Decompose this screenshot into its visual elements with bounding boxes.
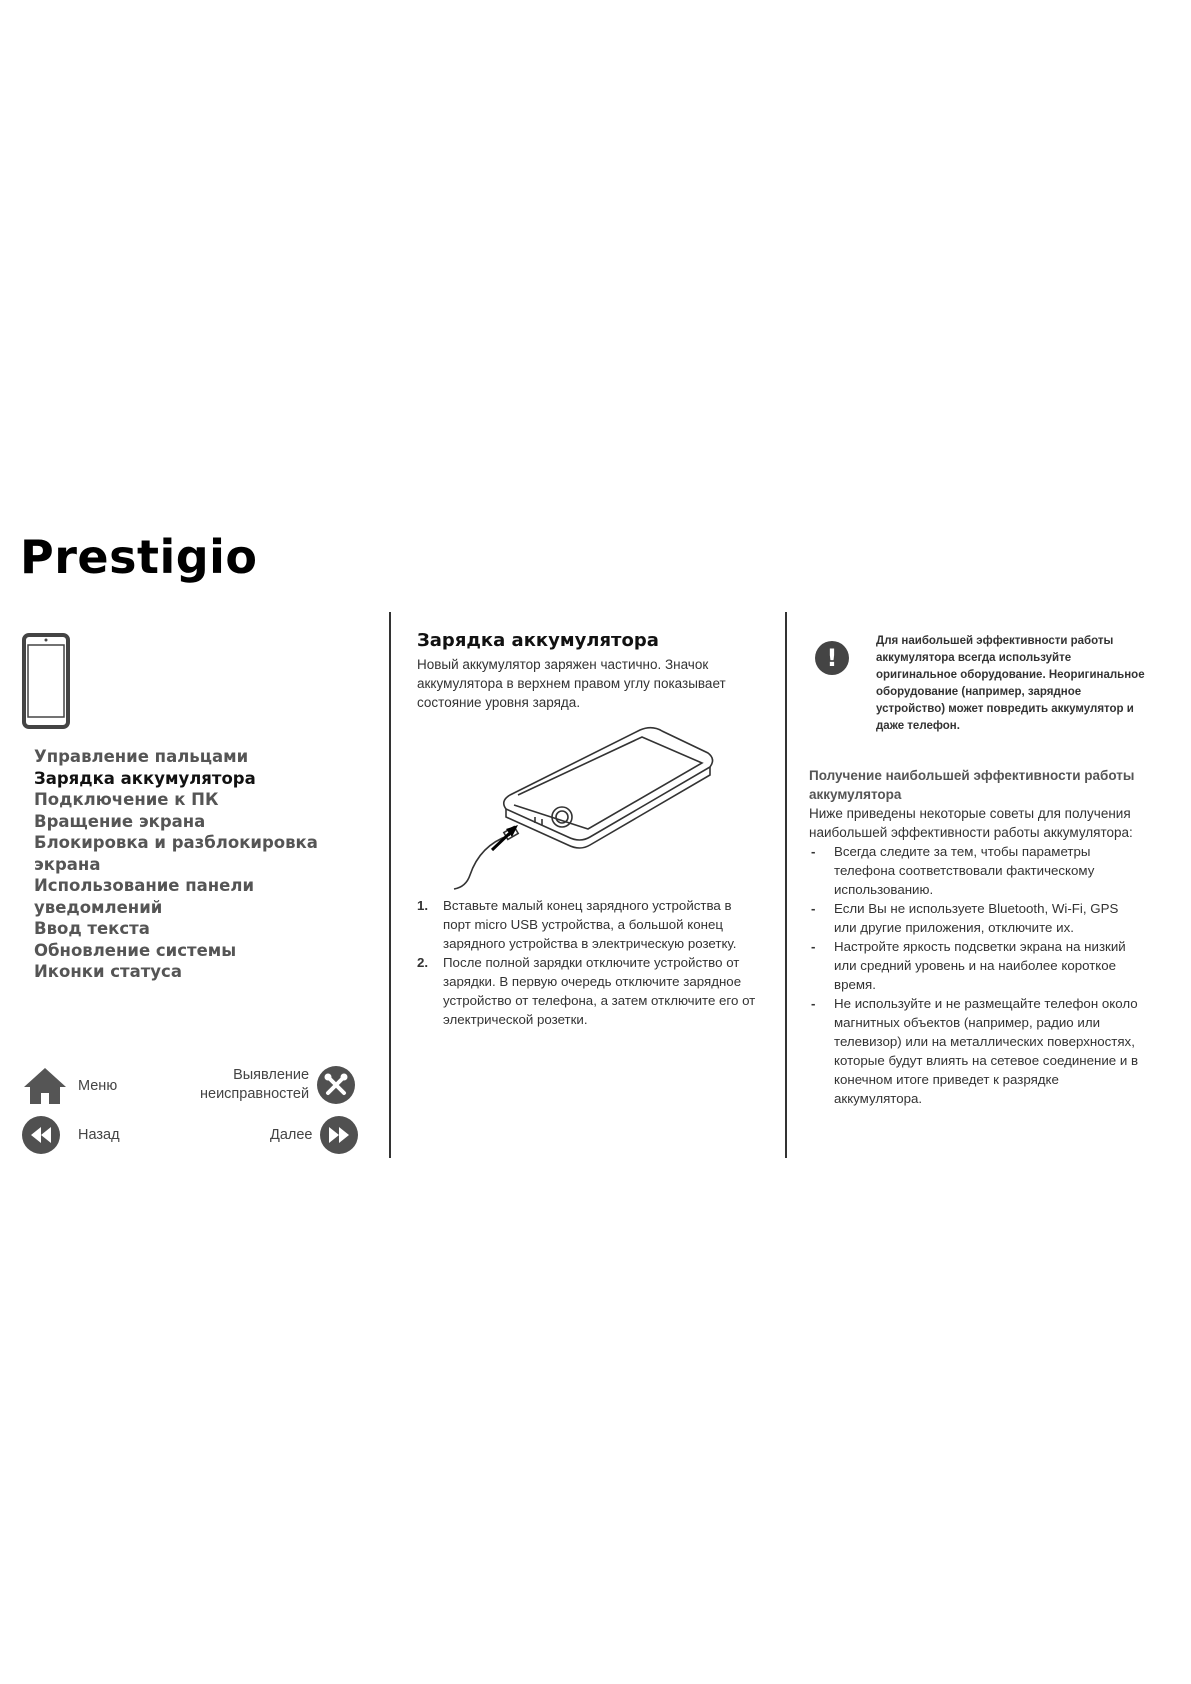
tips-column <box>809 766 1144 1108</box>
tip-item: - Всегда следите за тем, чтобы параметры телефона соответствовали фактическому использованию. <box>809 842 1144 899</box>
prestigio-logo: Prestigio <box>20 530 258 584</box>
tip-item: - Не используйте и не размещайте телефон около магнитных объектов (например, радио или телевизор) или на металлических поверхностях, которые будут влиять на сетевое соединение и в конечном итоге приведет к разрядке аккумулятора. <box>809 994 1144 1108</box>
toc-nav <box>34 746 374 983</box>
tip-item: - Если Вы не используете Bluetooth, Wi-Fi, GPS или другие приложения, отключите их. <box>809 899 1144 937</box>
nav-item-screen-lock[interactable]: Блокировка и разблокировка экрана <box>34 833 318 874</box>
nav-item-battery-charging[interactable]: Зарядка аккумулятора <box>34 768 256 788</box>
tips-intro: Ниже приведены некоторые советы для получения наибольшей эффективности работы аккумулятора: <box>809 806 1133 840</box>
column-divider-left <box>389 612 391 1158</box>
page-title: Зарядка аккумулятора <box>417 630 659 651</box>
step-number: 1. <box>417 898 429 913</box>
troubleshooting-label-line2: неисправностей <box>200 1086 310 1102</box>
phone-icon <box>22 633 70 729</box>
nav-item-notification-panel-cont[interactable]: уведомлений <box>34 897 163 917</box>
menu-button[interactable] <box>22 1066 117 1106</box>
troubleshooting-label <box>200 1066 309 1104</box>
tools-icon <box>317 1066 355 1104</box>
troubleshooting-label-line1: Выявление <box>233 1067 310 1083</box>
warning-note: Для наибольшей эффективности работы аккумулятора всегда используйте оригинальное оборудование. Неоригинальное оборудование (например, зарядное устройство) может повредить аккумулятор и даже телефон. <box>876 635 1145 732</box>
intro-text: Новый аккумулятор заряжен частично. Значок аккумулятора в верхнем правом углу показывает состояние уровня заряда. <box>417 657 726 710</box>
nav-item-status-icons[interactable]: Иконки статуса <box>34 962 182 981</box>
fast-forward-icon <box>320 1116 358 1154</box>
tip-item: - Настройте яркость подсветки экрана на низкий или средний уровень и на наиболее короткое время. <box>809 937 1144 994</box>
next-button[interactable] <box>270 1116 358 1154</box>
column-divider-right <box>785 612 787 1158</box>
tips-heading: Получение наибольшей эффективности работы аккумулятора <box>809 768 1135 802</box>
back-button[interactable] <box>22 1116 120 1154</box>
step-item <box>417 953 757 1029</box>
nav-item-system-update[interactable]: Обновление системы <box>34 940 237 960</box>
step-text: После полной зарядки отключите устройство от зарядки. В первую очередь отключите зарядное устройство от телефона, а затем отключите его от электрической розетки. <box>443 955 756 1027</box>
nav-item-screen-rotation[interactable]: Вращение экрана <box>34 811 206 831</box>
nav-item-gestures[interactable]: Управление пальцами <box>34 747 249 766</box>
instruction-steps <box>417 896 757 1029</box>
step-text: Вставьте малый конец зарядного устройства в порт micro USB устройства, а большой конец зарядного устройства в электрическую розетку. <box>443 898 737 951</box>
back-label: Назад <box>78 1127 120 1143</box>
home-icon <box>22 1066 68 1106</box>
menu-label: Меню <box>78 1078 118 1094</box>
nav-item-text-input[interactable]: Ввод текста <box>34 919 150 938</box>
main-column <box>417 630 777 712</box>
rewind-icon <box>22 1116 60 1154</box>
phone-charging-illustration <box>440 725 730 895</box>
nav-item-notification-panel[interactable]: Использование панели <box>34 876 255 895</box>
step-number: 2. <box>417 955 429 970</box>
nav-item-pc-connection[interactable]: Подключение к ПК <box>34 790 219 809</box>
next-label: Далее <box>270 1127 313 1143</box>
warning-icon: ! <box>815 641 849 675</box>
troubleshooting-button[interactable] <box>200 1066 355 1104</box>
step-item <box>417 896 757 953</box>
tips-list <box>809 842 1144 1108</box>
